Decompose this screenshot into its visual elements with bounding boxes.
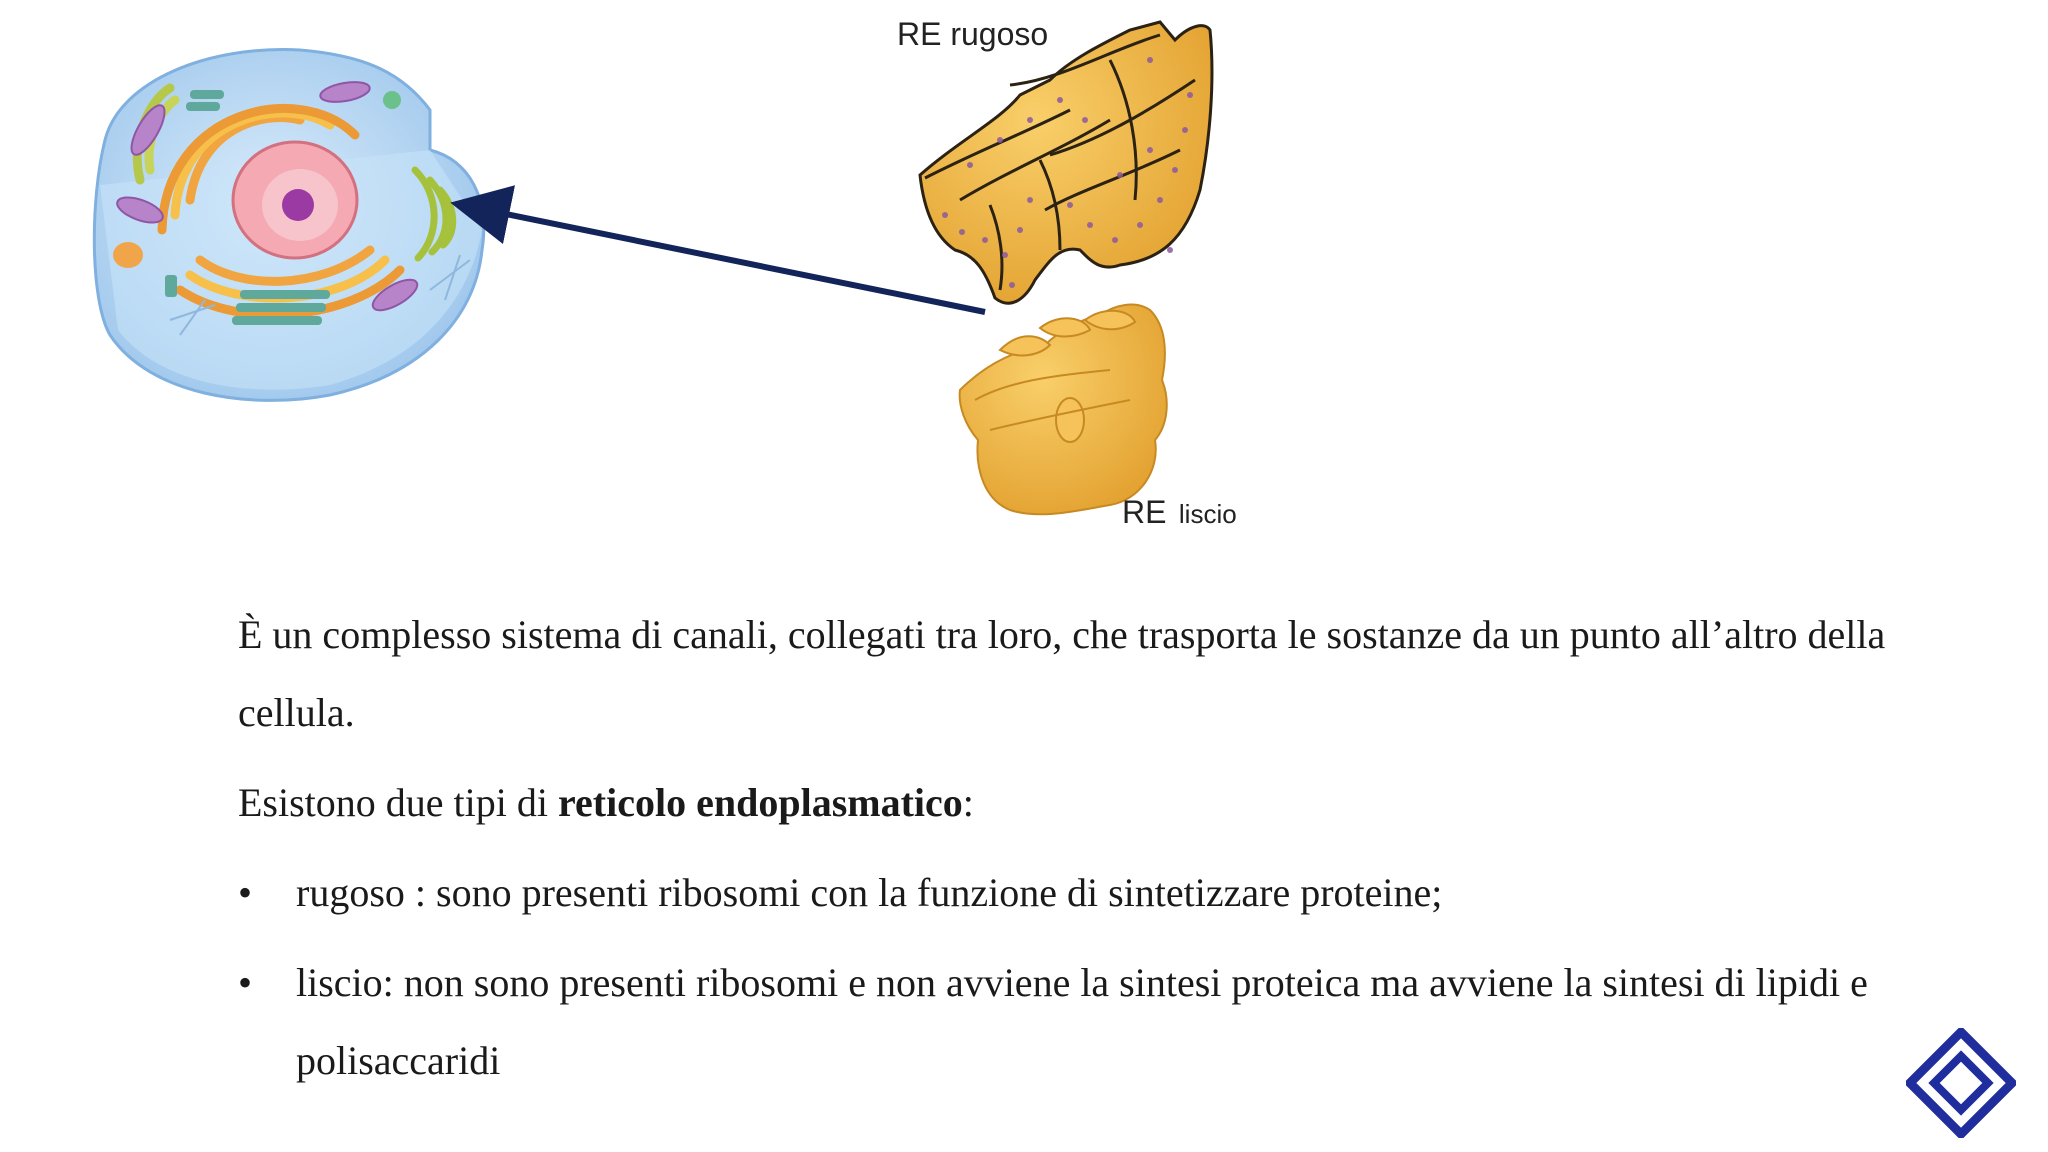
term-endoplasmic-reticulum: reticolo endoplasmatico bbox=[558, 780, 963, 825]
paragraph-description: È un complesso sistema di canali, collegati tra loro, che trasporta le sostanze da un punto all’altro della cellula. bbox=[238, 612, 1886, 735]
pointer-arrow bbox=[462, 205, 985, 312]
types-list bbox=[238, 854, 1918, 1100]
list-item-smooth: • liscio: non sono presenti ribosomi e non avviene la sintesi proteica ma avviene la sintesi di lipidi e polisaccaridi bbox=[238, 944, 1918, 1100]
paragraph-types bbox=[238, 764, 1918, 842]
label-rough-er: RE rugoso bbox=[897, 16, 1049, 52]
figure-area bbox=[0, 0, 2048, 560]
illustration bbox=[0, 0, 2048, 560]
smooth-er-illustration bbox=[960, 305, 1167, 515]
label-smooth-er bbox=[1122, 494, 1237, 530]
paragraph-types-prefix: Esistono due tipi di bbox=[238, 780, 558, 825]
label-smooth-er-main: RE bbox=[1122, 494, 1167, 530]
label-smooth-er-sub: liscio bbox=[1178, 499, 1237, 529]
list-item-rough: • rugoso : sono presenti ribosomi con la funzione di sintetizzare proteine; bbox=[238, 854, 1918, 932]
body-text bbox=[238, 596, 1918, 1112]
rough-er-illustration bbox=[920, 22, 1212, 303]
nested-diamond-logo-icon bbox=[1906, 1028, 2016, 1138]
cell-illustration bbox=[94, 50, 483, 401]
paragraph-types-suffix: : bbox=[962, 780, 974, 825]
